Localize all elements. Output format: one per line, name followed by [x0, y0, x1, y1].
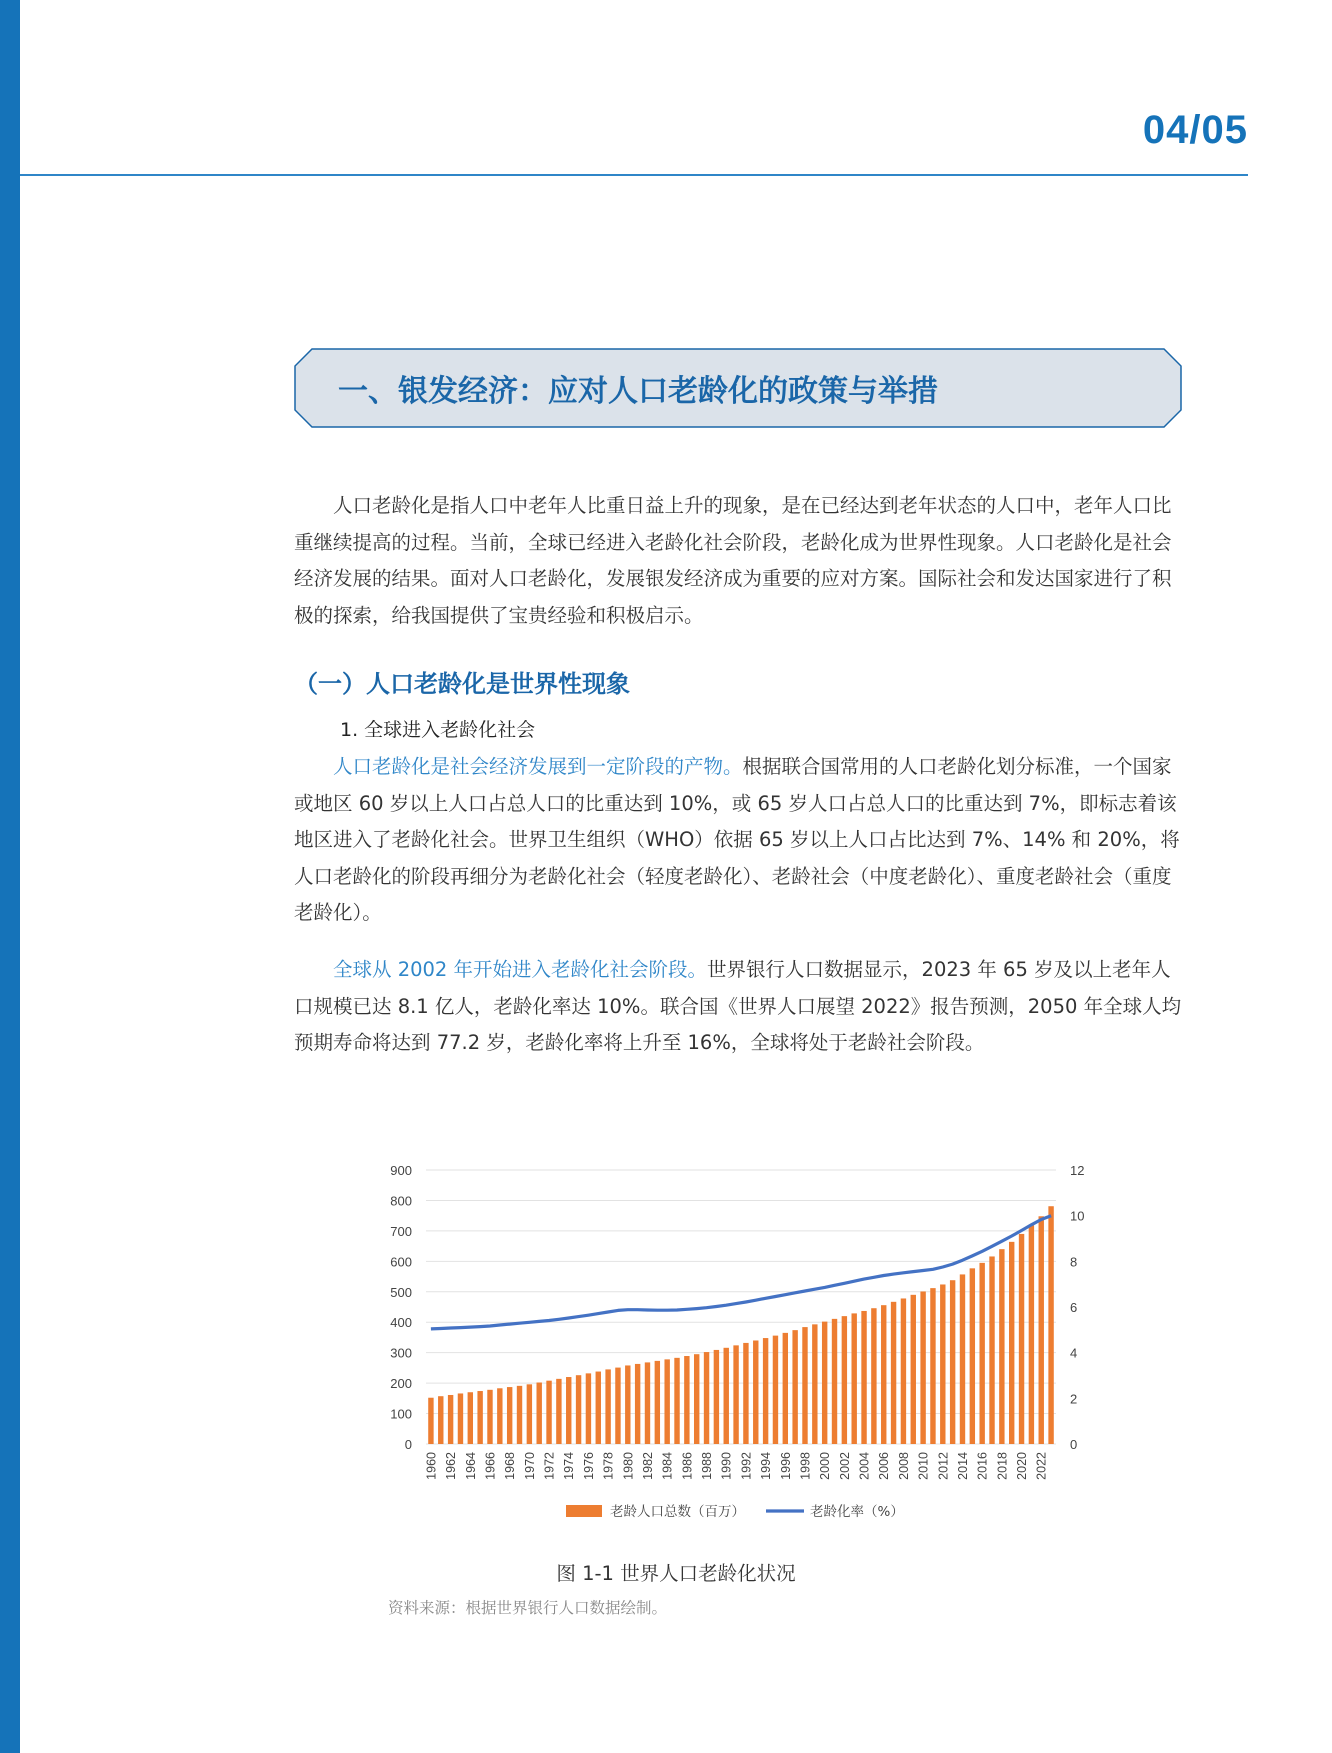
y-right-tick-label: 8 — [1070, 1254, 1078, 1270]
y-left-tick-label: 0 — [404, 1437, 412, 1452]
bar — [664, 1359, 669, 1444]
bar — [714, 1350, 719, 1444]
bar — [861, 1311, 866, 1444]
x-tick-label: 2006 — [877, 1452, 892, 1480]
bar — [674, 1358, 679, 1444]
bar — [507, 1387, 512, 1444]
bar — [773, 1336, 778, 1444]
bar — [527, 1384, 532, 1444]
y-left-tick-label: 700 — [390, 1223, 412, 1239]
bar — [950, 1280, 955, 1444]
bar — [536, 1383, 541, 1444]
bar — [596, 1372, 601, 1444]
y-left-tick-label: 500 — [390, 1284, 412, 1300]
x-tick-label: 1982 — [640, 1452, 655, 1480]
bar — [792, 1330, 797, 1444]
bar — [458, 1393, 463, 1444]
bar — [556, 1379, 561, 1444]
x-tick-label: 1966 — [483, 1452, 498, 1480]
y-left-tick-label: 200 — [390, 1376, 412, 1392]
x-tick-label: 2020 — [1015, 1452, 1030, 1480]
bar — [881, 1305, 886, 1444]
bar — [822, 1322, 827, 1444]
x-tick-label: 2018 — [995, 1452, 1010, 1480]
bar — [438, 1396, 443, 1444]
y-left-tick-label: 800 — [390, 1193, 412, 1209]
bar — [684, 1356, 689, 1444]
bar — [655, 1361, 660, 1444]
bar — [920, 1291, 925, 1444]
bar — [999, 1249, 1004, 1444]
bar — [891, 1302, 896, 1444]
header-rule — [20, 174, 1248, 176]
bar — [783, 1333, 788, 1444]
figure-caption: 图 1-1 世界人口老龄化状况 — [556, 1562, 796, 1585]
x-tick-label: 1968 — [503, 1452, 518, 1480]
bar — [763, 1338, 768, 1444]
x-tick-label: 2010 — [916, 1452, 931, 1480]
bar — [635, 1364, 640, 1444]
bar — [1029, 1225, 1034, 1444]
bar — [625, 1365, 630, 1444]
body-text: 世界银行人口数据显示，2023 年 65 岁及以上老年人口规模已达 8.1 亿人，老龄化率达 10%。联合国《世界人口展望 2022》报告预测，2050 年全球人均预期寿命将达到 77.2 岁，老龄化率将上升至 16%，全球将处于老龄社会阶段。 — [294, 958, 1182, 1054]
bar — [694, 1354, 699, 1444]
bar — [960, 1274, 965, 1444]
subsection-heading: 1. 全球进入老龄化社会 — [340, 719, 536, 741]
x-tick-label: 1986 — [680, 1452, 695, 1480]
y-left-tick-label: 400 — [390, 1315, 412, 1331]
bar — [1009, 1242, 1014, 1444]
bar — [724, 1348, 729, 1444]
bar — [940, 1284, 945, 1444]
bar — [930, 1288, 935, 1444]
body-text: 根据联合国常用的人口老龄化划分标准，一个国家或地区 60 岁以上人口占总人口的比重达到 10%，或 65 岁人口占总人口的比重达到 7%，即标志着该地区进入了老龄化社会。世界卫生组织（WHO）依据 65 岁以上人口占比达到 7%、14% 和 20%，将人口老龄化的阶段再细分为老龄化社会（轻度老龄化）、老龄社会（中度老龄化）、重度老龄社会（重度老龄化）。 — [294, 755, 1180, 924]
x-tick-label: 2008 — [896, 1452, 911, 1480]
x-tick-label: 2002 — [837, 1452, 852, 1480]
bar — [586, 1373, 591, 1444]
bar — [989, 1256, 994, 1444]
x-tick-label: 1984 — [660, 1452, 675, 1480]
bar — [1019, 1234, 1024, 1444]
series-line — [431, 1216, 1051, 1329]
bar — [428, 1398, 433, 1444]
bar — [832, 1319, 837, 1444]
y-right-tick-label: 2 — [1070, 1391, 1078, 1407]
legend-bar-swatch — [566, 1505, 602, 1517]
x-tick-label: 1988 — [700, 1452, 715, 1480]
x-tick-label: 1980 — [621, 1452, 636, 1480]
y-left-tick-label: 100 — [390, 1406, 412, 1422]
page-number: 04/05 — [1142, 108, 1248, 152]
bar — [802, 1327, 807, 1444]
bar — [448, 1395, 453, 1444]
highlight-text: 全球从 2002 年开始进入老龄化社会阶段。 — [333, 958, 708, 981]
bar — [517, 1386, 522, 1444]
bar — [812, 1324, 817, 1444]
bar — [979, 1263, 984, 1444]
bar — [901, 1298, 906, 1444]
bar — [487, 1390, 492, 1444]
bar — [615, 1368, 620, 1444]
bar — [477, 1391, 482, 1444]
bar — [842, 1316, 847, 1444]
x-tick-label: 2022 — [1034, 1452, 1049, 1480]
x-tick-label: 1976 — [581, 1452, 596, 1480]
bar — [871, 1308, 876, 1444]
section-heading: （一）人口老龄化是世界性现象 — [294, 670, 630, 698]
paragraph-global-aging — [294, 952, 1182, 1062]
x-tick-label: 1960 — [424, 1452, 439, 1480]
legend-label: 老龄化率（%） — [810, 1504, 904, 1520]
bar — [733, 1345, 738, 1444]
bar — [970, 1268, 975, 1444]
x-tick-label: 1998 — [798, 1452, 813, 1480]
x-tick-label: 2000 — [818, 1452, 833, 1480]
x-tick-label: 1972 — [542, 1452, 557, 1480]
x-tick-label: 1970 — [522, 1452, 537, 1480]
bar — [566, 1377, 571, 1444]
aging-chart — [374, 1150, 1114, 1540]
page-side-bar — [0, 0, 20, 1753]
bar — [753, 1340, 758, 1444]
y-right-tick-label: 4 — [1070, 1345, 1078, 1361]
bar — [911, 1295, 916, 1444]
bar — [704, 1352, 709, 1444]
paragraph-aging-definition — [294, 749, 1182, 932]
x-tick-label: 1978 — [601, 1452, 616, 1480]
bar — [546, 1381, 551, 1444]
x-tick-label: 1990 — [719, 1452, 734, 1480]
bar — [851, 1313, 856, 1444]
x-tick-label: 1994 — [759, 1452, 774, 1480]
bar — [743, 1343, 748, 1444]
bar — [1039, 1216, 1044, 1444]
y-right-tick-label: 0 — [1070, 1437, 1078, 1452]
bar — [1048, 1206, 1053, 1444]
x-tick-label: 1974 — [562, 1452, 577, 1480]
y-right-tick-label: 6 — [1070, 1300, 1078, 1315]
x-tick-label: 1996 — [778, 1452, 793, 1480]
highlight-text: 人口老龄化是社会经济发展到一定阶段的产物。 — [333, 755, 743, 778]
bar — [576, 1375, 581, 1444]
y-left-tick-label: 900 — [390, 1163, 412, 1178]
x-tick-label: 1962 — [444, 1452, 459, 1480]
x-tick-label: 2012 — [936, 1452, 951, 1480]
intro-paragraph: 人口老龄化是指人口中老年人比重日益上升的现象，是在已经达到老年状态的人口中，老年人口比重继续提高的过程。当前，全球已经进入老龄化社会阶段，老龄化成为世界性现象。人口老龄化是社会经济发展的结果。面对人口老龄化，发展银发经济成为重要的应对方案。国际社会和发达国家进行了积极的探索，给我国提供了宝贵经验和积极启示。 — [294, 494, 1172, 627]
y-right-tick-label: 10 — [1070, 1208, 1085, 1224]
bar — [645, 1362, 650, 1444]
bar — [605, 1369, 610, 1444]
figure-source: 资料来源：根据世界银行人口数据绘制。 — [388, 1599, 668, 1617]
y-left-tick-label: 300 — [390, 1345, 412, 1361]
section-banner — [294, 348, 1182, 428]
x-tick-label: 2014 — [955, 1452, 970, 1480]
bar — [468, 1392, 473, 1444]
y-left-tick-label: 600 — [390, 1254, 412, 1270]
x-tick-label: 2004 — [857, 1452, 872, 1480]
legend-label: 老龄人口总数（百万） — [610, 1504, 745, 1520]
x-tick-label: 2016 — [975, 1452, 990, 1480]
x-tick-label: 1964 — [463, 1452, 478, 1480]
y-right-tick-label: 12 — [1070, 1163, 1085, 1178]
x-tick-label: 1992 — [739, 1452, 754, 1480]
banner-title: 一、银发经济：应对人口老龄化的政策与举措 — [338, 374, 938, 409]
bar — [497, 1388, 502, 1444]
